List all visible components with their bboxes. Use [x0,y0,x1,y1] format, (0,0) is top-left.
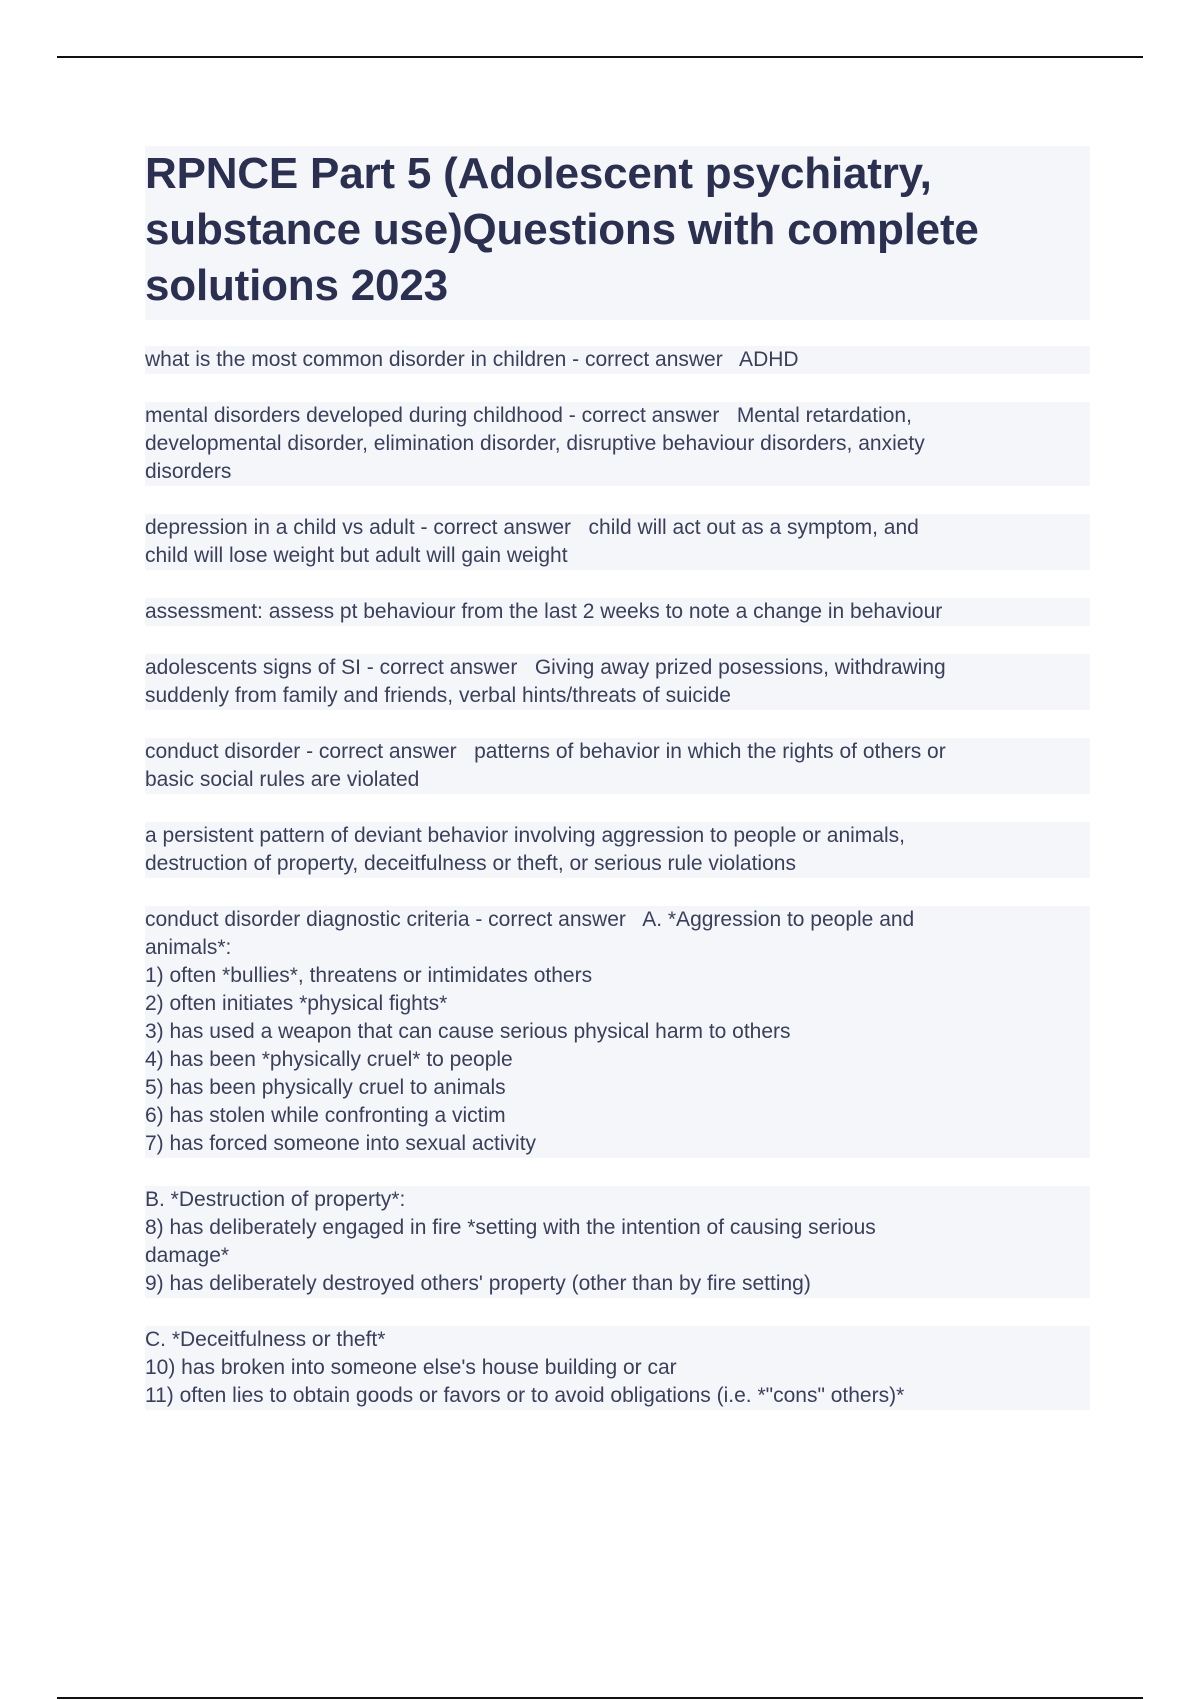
title-block [145,146,1090,320]
qa-line: disorders [145,460,232,483]
qa-item [145,654,1090,710]
qa-list [145,346,1090,1410]
qa-item [145,346,1090,374]
qa-line: adolescents signs of SI - correct answer Giving away prized posessions, withdrawing [145,656,946,679]
qa-item [145,402,1090,486]
document-title: RPNCE Part 5 (Adolescent psychiatry, substance use)Questions with complete solutions 2023 [145,149,979,310]
qa-line: suddenly from family and friends, verbal hints/threats of suicide [145,684,731,707]
qa-line: 6) has stolen while confronting a victim [145,1104,506,1127]
qa-line: 1) often *bullies*, threatens or intimidates others [145,964,593,987]
document-body [145,146,1090,1438]
qa-line: destruction of property, deceitfulness or theft, or serious rule violations [145,852,796,875]
qa-item [145,1186,1090,1298]
qa-line: damage* [145,1244,230,1267]
qa-line: 10) has broken into someone else's house building or car [145,1356,677,1379]
qa-line: basic social rules are violated [145,768,420,791]
qa-item [145,738,1090,794]
qa-line: 3) has used a weapon that can cause serious physical harm to others [145,1020,791,1043]
qa-line: 4) has been *physically cruel* to people [145,1048,513,1071]
qa-line: conduct disorder diagnostic criteria - correct answer A. *Aggression to people and [145,908,915,931]
qa-line: conduct disorder - correct answer patterns of behavior in which the rights of others or [145,740,946,763]
qa-item [145,1326,1090,1410]
qa-line: a persistent pattern of deviant behavior involving aggression to people or animals, [145,824,905,847]
qa-line: developmental disorder, elimination disorder, disruptive behaviour disorders, anxiety [145,432,925,455]
qa-item [145,598,1090,626]
qa-line: C. *Deceitfulness or theft* [145,1328,386,1351]
qa-line: 5) has been physically cruel to animals [145,1076,506,1099]
qa-item [145,514,1090,570]
qa-line: animals*: [145,936,232,959]
qa-item [145,822,1090,878]
qa-line: B. *Destruction of property*: [145,1188,406,1211]
qa-line: 2) often initiates *physical fights* [145,992,448,1015]
qa-line: what is the most common disorder in children - correct answer ADHD [145,348,799,371]
top-rule [57,56,1143,58]
qa-line: child will lose weight but adult will gain weight [145,544,568,567]
qa-line: 8) has deliberately engaged in fire *setting with the intention of causing serious [145,1216,876,1239]
qa-line: 11) often lies to obtain goods or favors or to avoid obligations (i.e. *"cons" others)* [145,1384,905,1407]
qa-line: 7) has forced someone into sexual activity [145,1132,537,1155]
bottom-rule [57,1697,1143,1699]
qa-line: depression in a child vs adult - correct answer child will act out as a symptom, and [145,516,919,539]
qa-line: mental disorders developed during childhood - correct answer Mental retardation, [145,404,912,427]
qa-item [145,906,1090,1158]
qa-line: 9) has deliberately destroyed others' property (other than by fire setting) [145,1272,811,1295]
qa-line: assessment: assess pt behaviour from the last 2 weeks to note a change in behaviour [145,600,943,623]
